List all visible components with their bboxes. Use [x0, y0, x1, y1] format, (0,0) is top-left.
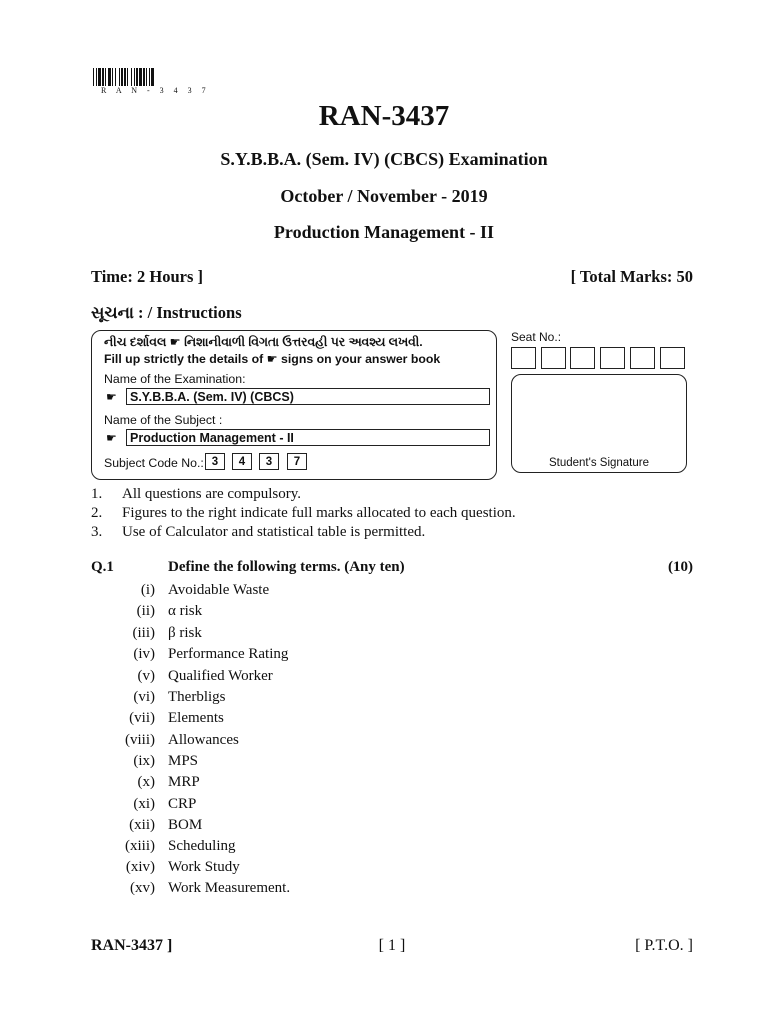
- question-text: Define the following terms. (Any ten): [168, 559, 405, 575]
- english-instruction: Fill up strictly the details of ☛ signs on your answer book: [104, 352, 441, 366]
- time-allowed: Time: 2 Hours ]: [91, 267, 203, 286]
- seat-number-box: [570, 347, 595, 369]
- seat-number-box: [630, 347, 655, 369]
- barcode-text: R A N - 3 4 3 7: [101, 86, 210, 95]
- instruction-text: All questions are compulsory.: [122, 486, 301, 502]
- exam-name-field: S.Y.B.B.A. (Sem. IV) (CBCS): [126, 388, 490, 405]
- footer-pto: [ P.T.O. ]: [635, 937, 693, 954]
- question-number: Q.1: [91, 559, 114, 575]
- subject-code-digit: 3: [259, 453, 279, 470]
- footer-page-number: [ 1 ]: [378, 937, 406, 954]
- total-marks: [ Total Marks: 50: [570, 267, 693, 286]
- subject-name-label: Name of the Subject :: [104, 413, 223, 427]
- seat-number-box: [511, 347, 536, 369]
- subject-code-digit: 7: [287, 453, 307, 470]
- seat-number-box: [600, 347, 625, 369]
- signature-label: Student's Signature: [548, 457, 649, 469]
- instruction-number: 2.: [91, 505, 103, 521]
- pointing-hand-icon: ☛: [106, 431, 117, 445]
- subject-title: Production Management - II: [273, 222, 495, 242]
- pointing-hand-icon: ☛: [106, 390, 117, 404]
- seat-number-box: [660, 347, 685, 369]
- seat-number-label: Seat No.:: [511, 330, 562, 344]
- barcode: [93, 68, 213, 86]
- subject-code-digit: 3: [205, 453, 225, 470]
- subject-name-field: Production Management - II: [126, 429, 490, 446]
- exam-session: October / November - 2019: [280, 186, 488, 206]
- footer-paper-code: RAN-3437 ]: [91, 937, 173, 954]
- seat-number-box: [541, 347, 566, 369]
- instruction-number: 1.: [91, 486, 103, 502]
- subject-code-digit: 4: [232, 453, 252, 470]
- question-marks: (10): [668, 559, 693, 575]
- paper-code-title: RAN-3437: [318, 100, 450, 132]
- instruction-text: Figures to the right indicate full marks allocated to each question.: [122, 505, 516, 521]
- exam-title: S.Y.B.B.A. (Sem. IV) (CBCS) Examination: [220, 149, 548, 169]
- instruction-number: 3.: [91, 524, 103, 540]
- instruction-text: Use of Calculator and statistical table is permitted.: [122, 524, 426, 540]
- instructions-heading: સૂચના : / Instructions: [91, 303, 242, 322]
- candidate-info-box: [91, 330, 497, 480]
- exam-name-label: Name of the Examination:: [104, 372, 246, 386]
- subject-code-label: Subject Code No.:: [104, 456, 204, 470]
- gujarati-instruction: નીચ દર્શાવલ ☛ નિશાનીવાળી વિગતા ઉત્તરવહી પર અવશ્ય લખવી.: [104, 335, 423, 349]
- signature-box: [511, 374, 687, 473]
